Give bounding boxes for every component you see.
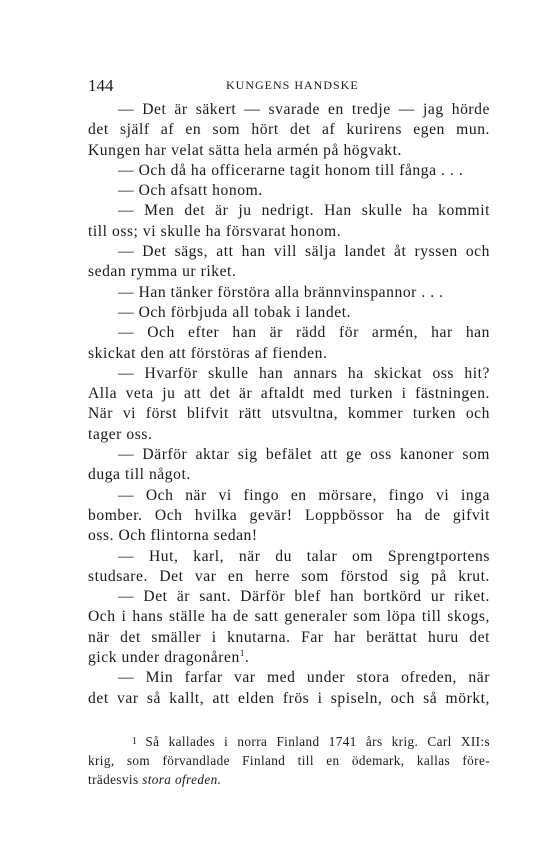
body-line: — Min farfar var med under stora ofreden, när	[118, 669, 490, 687]
body-line: — Och då ha officerarne tagit honom till fånga . . .	[118, 161, 464, 179]
body-line: oss. Och flintorna sedan!	[88, 527, 258, 545]
body-line-text: gick under dragonåren	[88, 649, 240, 667]
body-line: duga till något.	[88, 466, 191, 484]
body-line: det var så kallt, att elden frös i spiseln, och så mörkt,	[88, 689, 490, 707]
body-line: När vi först blifvit rätt utsvultna, kommer turken och	[88, 405, 490, 423]
body-line: bomber. Och hvilka gevär! Loppbössor ha de gifvit	[88, 506, 490, 524]
body-line: studsare. Det var en herre som förstod sig på krut.	[88, 567, 490, 585]
footnote	[88, 732, 490, 789]
body-line: det själf af en som hört det af kurirens egen mun.	[88, 121, 490, 139]
body-line: — Och när vi fingo en mörsare, fingo vi inga	[118, 486, 490, 504]
footnote-line: krig, som förvandlade Finland till en ödemark, kallas före-	[88, 753, 490, 768]
footnote-text: trädesvis	[88, 772, 143, 787]
footnote-reference: 1	[239, 648, 245, 659]
body-line: — Och afsatt honom.	[118, 182, 263, 200]
body-line-with-footnote-ref	[88, 648, 490, 668]
body-line: — Och efter han är rädd för armén, har han	[118, 324, 490, 342]
running-title: KUNGENS HANDSKE	[226, 78, 359, 92]
body-line: — Hut, karl, när du talar om Sprengtportens	[118, 547, 490, 565]
body-line: — Därför aktar sig befälet att ge oss kanoner som	[118, 446, 490, 464]
body-line: Och i hans ställe ha de satt generaler som löpa till skogs,	[88, 608, 490, 626]
footnote-line	[88, 770, 490, 789]
footnote-italic-text: stora ofreden.	[142, 772, 222, 787]
page-number: 144	[88, 76, 114, 95]
footnote-marker: 1	[132, 736, 138, 747]
body-line-end-punctuation: .	[244, 649, 250, 667]
body-line: till oss; vi skulle ha försvarat honom.	[88, 222, 342, 240]
body-line: Alla veta ju att det är aftaldt med turken i fästningen.	[88, 385, 490, 403]
body-line: — Det är säkert — svarade en tredje — jag hörde	[118, 101, 490, 118]
body-line: skickat den att förstöras af fienden.	[88, 344, 328, 362]
body-line: tager oss.	[88, 425, 153, 443]
body-line: — Det är sant. Därför blef han bortkörd ur riket.	[118, 588, 490, 606]
body-line: — Och förbjuda all tobak i landet.	[118, 303, 352, 321]
footnote-text: Så kallades i norra Finland 1741 års krig. Carl XII:s	[145, 734, 490, 749]
body-text	[88, 100, 490, 709]
body-line: — Hvarför skulle han annars ha skickat oss hit?	[118, 364, 490, 382]
body-line: Kungen har velat sätta hela armén på högvakt.	[88, 141, 402, 159]
body-line: när det smäller i knutarna. Far har berättat huru det	[88, 628, 490, 646]
footnote-line	[88, 732, 490, 751]
body-line: — Det sägs, att han vill sälja landet åt ryssen och	[118, 243, 490, 261]
body-line: — Han tänker förstöra alla brännvinspannor . . .	[118, 283, 444, 301]
body-line: sedan rymma ur riket.	[88, 263, 237, 281]
running-head	[88, 76, 488, 96]
body-line: — Men det är ju nedrigt. Han skulle ha kommit	[118, 202, 490, 220]
